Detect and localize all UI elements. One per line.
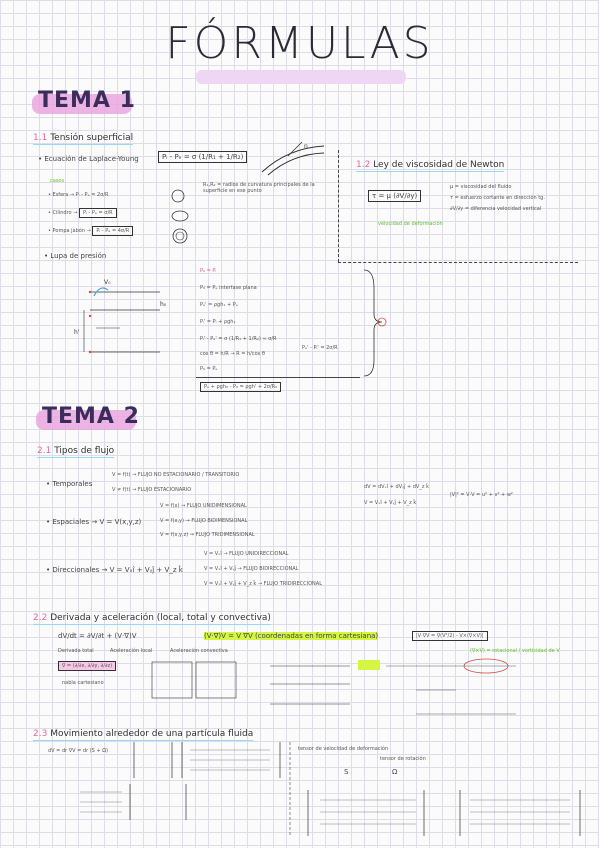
lupa-label: • Lupa de presión — [44, 252, 107, 260]
nabla-label: nabla cartesiano — [62, 680, 104, 686]
right-formula-3: |V|² = V·V = u² + v² + w² — [450, 492, 513, 498]
newton-formula: τ = μ (∂V/∂y) — [368, 190, 421, 202]
espaciales-item-3: V = f(x,y,z) → FLUJO TRIDIMENSIONAL — [160, 532, 255, 538]
caso-pompa: • Pompa jabón → Pᵢ - Pₑ = 4σ/R — [48, 228, 133, 234]
presion-result: Pₑ + ρgh₀ - P₀ = ρgh' + 2σ/R₀ — [200, 382, 281, 392]
presion-line-7: P₀ = Pₑ — [200, 366, 218, 372]
direccionales-label: • Direccionales → V = Vₓî + Vᵧĵ + V_z k̂ — [46, 566, 183, 574]
section-1-1: 1.1 Tensión superficial — [33, 133, 134, 143]
direccionales-item-1: V = Vₓî → FLUJO UNIDIRECCIONAL — [204, 551, 289, 557]
temporales-item-2: V ≠ f(t) → FLUJO ESTACIONARIO — [112, 487, 192, 493]
presion-rule — [196, 377, 360, 378]
v0-label: V₀ — [104, 279, 111, 286]
matrix-grid-2-2 — [150, 660, 350, 720]
matrices-sketch — [40, 740, 599, 840]
pressure-diagram — [60, 276, 170, 356]
movimiento-formula: dV = dr ∇V = dr (S + Ω) — [48, 748, 108, 754]
newton-note-1: μ = viscosidad del fluido — [450, 184, 512, 190]
presion-brace — [360, 268, 390, 378]
antisym-label: Ω — [392, 768, 398, 776]
derivada-box: (V·∇)V = V ∇V (coordenadas en forma cartesiana) — [204, 632, 379, 640]
svg-text:n: n — [304, 143, 308, 150]
tema1-heading: TEMA 1 — [38, 88, 136, 113]
laplace-label: • Ecuación de Laplace-Young — [38, 155, 139, 163]
presion-side: Pₑ' - Pᵢ' = 2σ/R — [302, 345, 338, 351]
derivada-label-2: Aceleración local — [110, 648, 153, 654]
derivada-right-box: |V·∇V = ∇(V²/2) - V×(∇×V)| — [412, 631, 488, 641]
caso-esfera: • Esfera → Pᵢ - Pₑ = 2σ/R — [48, 192, 109, 198]
presion-line-2: P₀ = Pₑ interfase plana — [200, 285, 257, 291]
derivada-vorticity: (∇×V) = rotacional / vorticidad de V — [470, 648, 560, 654]
temporales-item-1: V = f(t) → FLUJO NO ESTACIONARIO / TRANSITORIO — [112, 472, 240, 478]
presion-line-3: Pₑ' = ρgh₁ + Pₑ — [200, 302, 238, 308]
presion-line-5: Pᵢ' - Pₑ' = σ (1/R₁ + 1/R₂) ≈ σ/R — [200, 336, 277, 342]
derivada-label-1: Derivada total — [58, 648, 94, 654]
newton-green-note: velocidad de deformación — [378, 221, 443, 227]
tema2-heading: TEMA 2 — [42, 404, 140, 429]
presion-line-6: cos θ = h/R → R = h/cos θ — [200, 351, 265, 357]
tensor-a: tensor de velocidad de deformación — [298, 746, 389, 752]
newton-note-2: τ = esfuerzo cortante en dirección tg. — [450, 195, 545, 201]
divider-vertical — [338, 150, 339, 262]
right-formula-2: V = Vₓî + Vᵧĵ + V_z k̂ — [364, 500, 417, 506]
radios-note: R₁,R₂ = radios de curvatura principales de la superficie en ese punto — [203, 182, 315, 194]
section-1-2: 1.2 Ley de viscosidad de Newton — [356, 160, 505, 170]
right-formula-1: dV = dVₓî + dVᵧĵ + dV_z k̂ — [364, 484, 429, 490]
temporales-label: • Temporales — [46, 480, 93, 488]
curvature-sketch — [258, 142, 328, 178]
direccionales-item-2: V = Vₓî + Vᵧĵ → FLUJO BIDIRECCIONAL — [204, 566, 299, 572]
section-2-1: 2.1 Tipos de flujo — [37, 446, 115, 456]
presion-line-1: P₀ = Pᵢ — [200, 268, 217, 274]
casos-label: casos — [50, 178, 65, 184]
espaciales-label: • Espaciales → V = V(x,y,z) — [46, 518, 142, 526]
tensor-b: tensor de rotación — [380, 756, 426, 762]
section-2-2: 2.2 Derivada y aceleración (local, total y convectiva) — [33, 613, 271, 623]
presion-line-4: Pᵢ' = Pᵢ + ρgh₁ — [200, 319, 236, 325]
h0-label: h₀ — [160, 301, 167, 308]
direccionales-item-3: V = Vₓî + Vᵧĵ + V_z k̂ → FLUJO TRIDIRECCIONAL — [204, 581, 322, 587]
caso-cilindro: • Cilindro → Pᵢ - Pₑ = σ/R — [48, 210, 117, 216]
newton-note-3: ∂V/∂y = diferencia velocidad vertical — [450, 206, 542, 212]
espaciales-item-2: V = f(x,y) → FLUJO BIDIMENSIONAL — [160, 518, 248, 524]
derivada-main: dV/dt = ∂V/∂t + (V·∇)V — [58, 632, 137, 640]
cases-sketch — [168, 188, 198, 248]
espaciales-item-1: V = f(x) → FLUJO UNIDIMENSIONAL — [160, 503, 247, 509]
nabla-box: ∇ = (∂/∂x, ∂/∂y, ∂/∂z) — [58, 661, 116, 671]
laplace-formula: Pᵢ - Pₑ = σ (1/R₁ + 1/R₂) — [158, 151, 247, 163]
derivada-label-3: Aceleración convectiva — [170, 648, 228, 654]
sym-label: S — [344, 768, 349, 776]
section-2-3: 2.3 Movimiento alrededor de una partícula fluida — [33, 729, 254, 739]
page-title: FÓRMULAS — [0, 18, 599, 69]
divider-horizontal — [338, 262, 578, 263]
h1-label: h' — [74, 329, 80, 336]
vector-identity-sketch — [356, 658, 526, 728]
